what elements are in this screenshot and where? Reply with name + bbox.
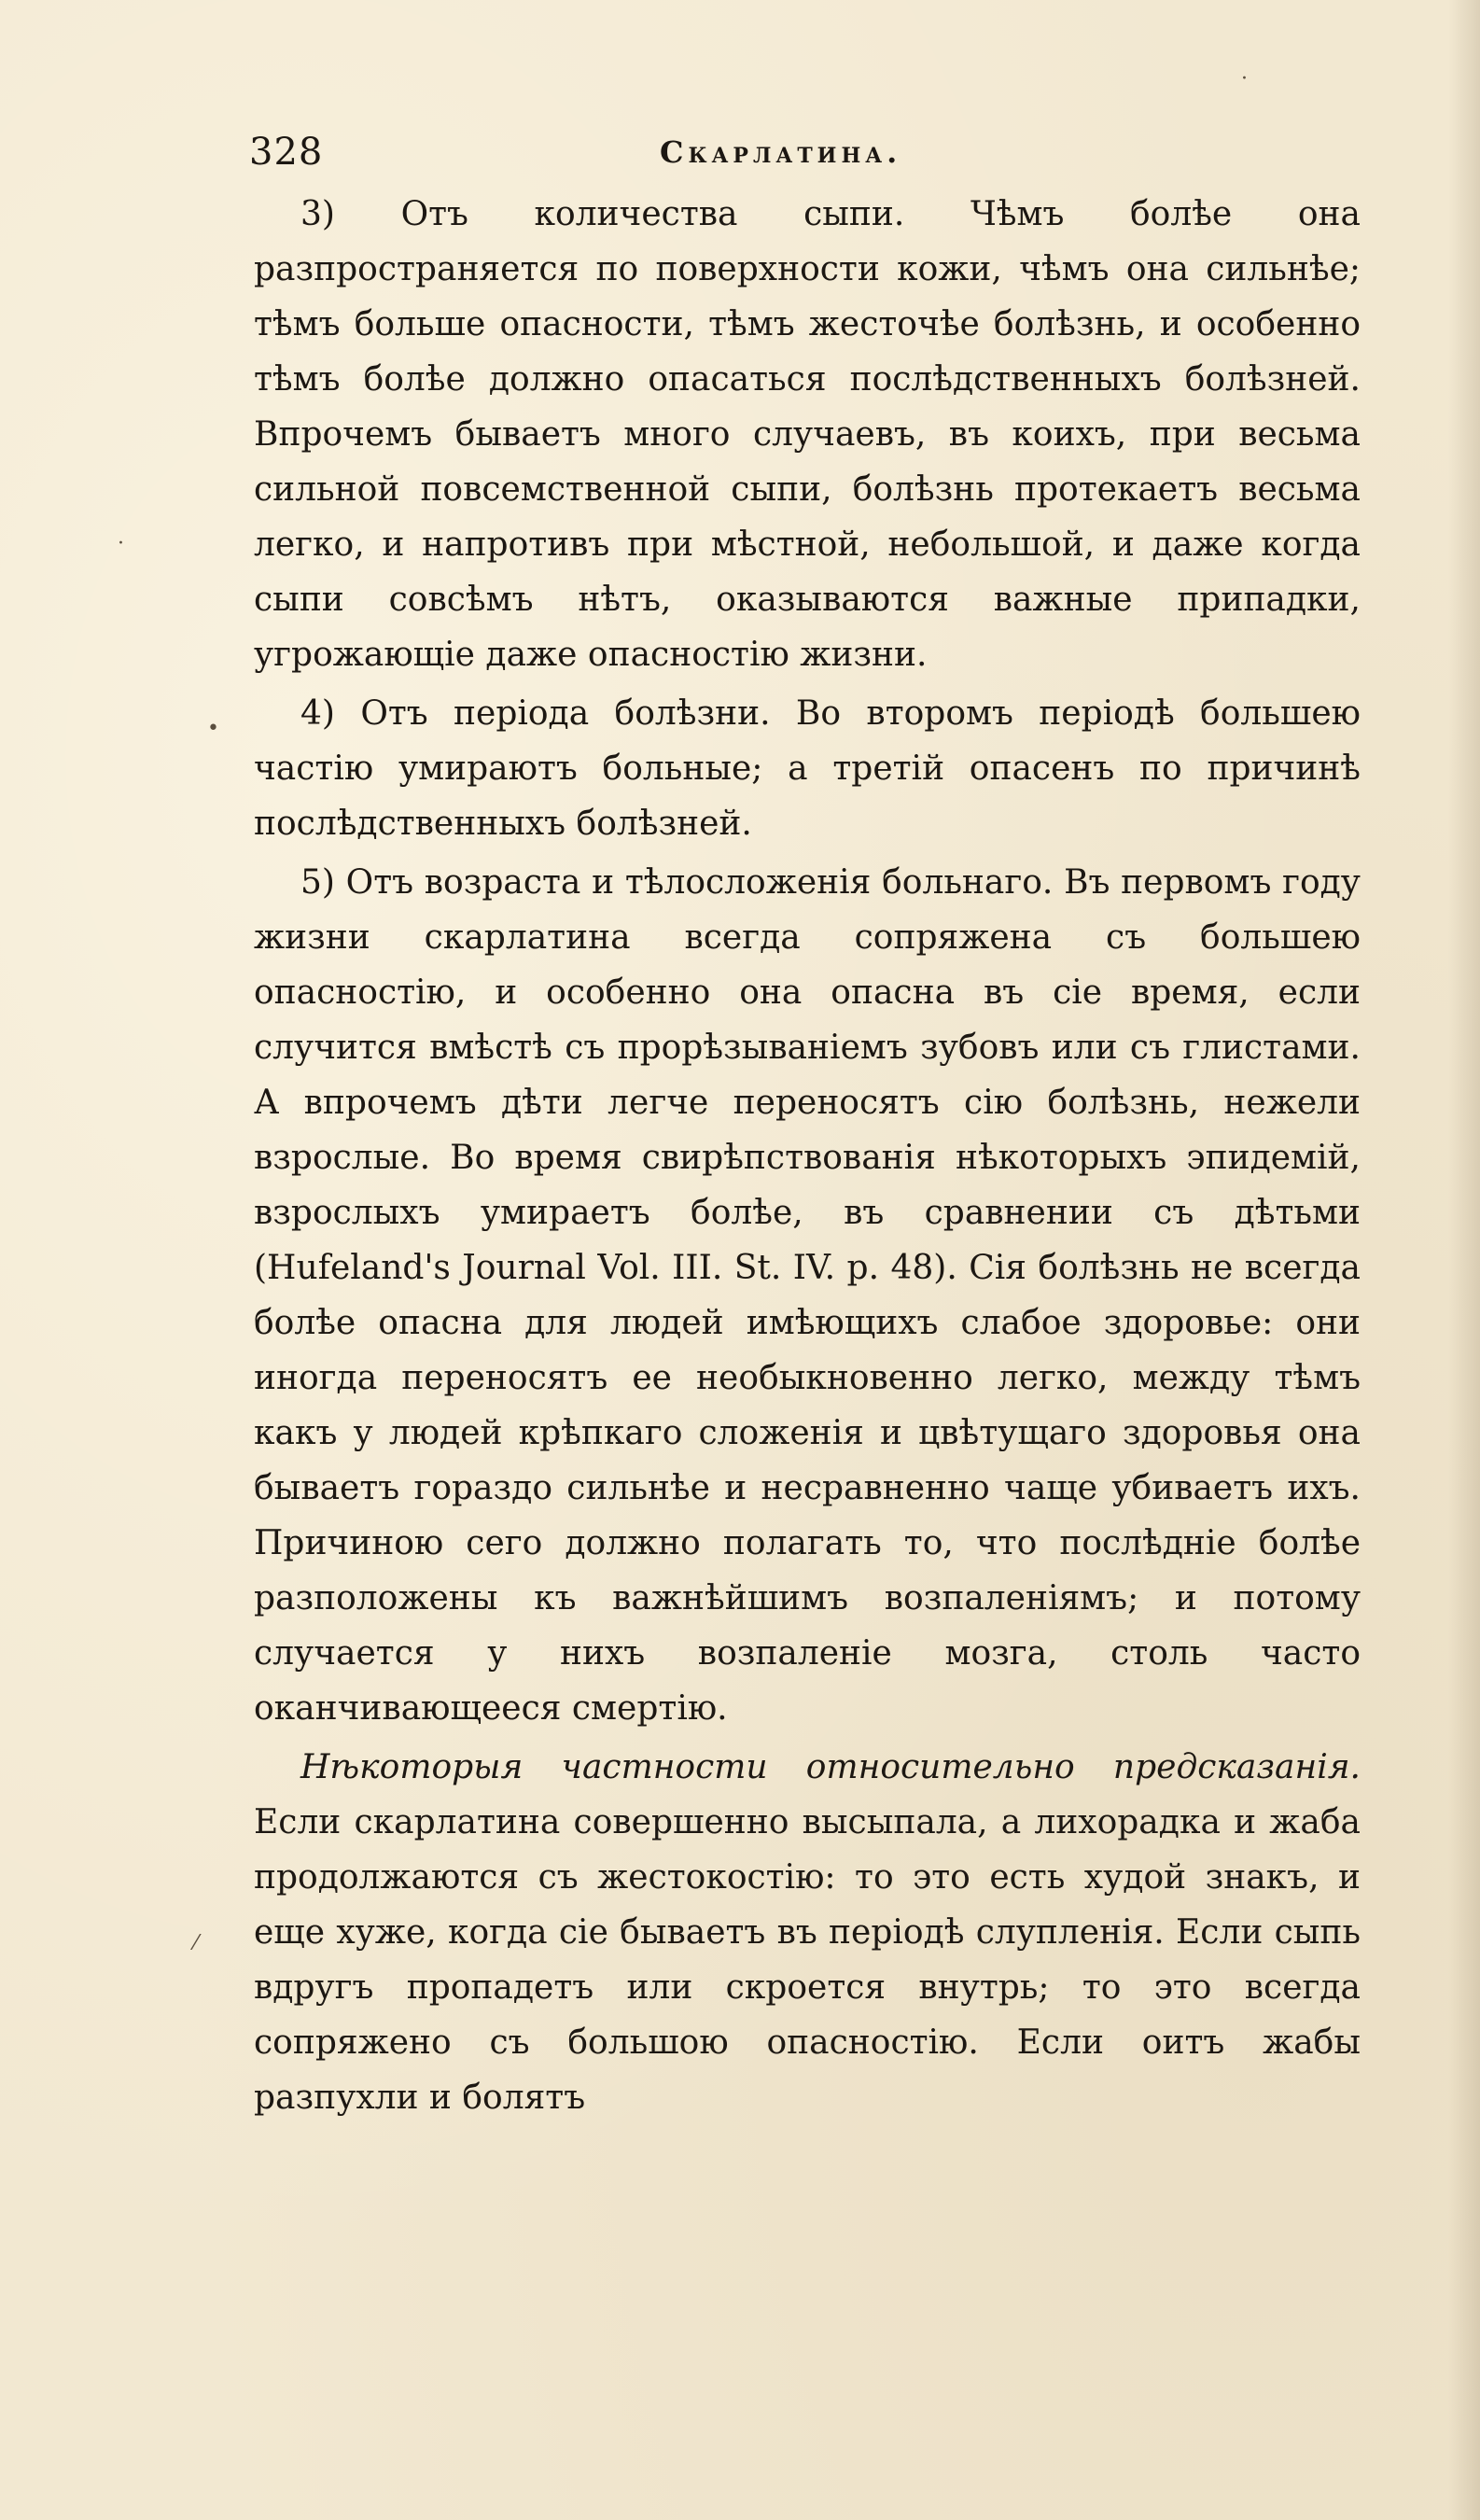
paragraph-text: Если скарлатина совершенно высыпала, а лихорадка и жаба продолжаются съ жестокостію: то это есть худой знакъ, и еще хуже, когда сіе бываетъ въ періодѣ слупленія. Если сыпь вдругъ пропадетъ или скроется внутрь; то это всегда сопряжено съ большою опасностію. Если оитъ жабы разпухли и болятъ [254, 1803, 1361, 2117]
section-heading: Нѣкоторыя частности относительно предсказанія. [300, 1748, 1361, 1786]
page-header [249, 131, 1360, 187]
ink-speck: · [118, 532, 124, 555]
ink-speck: • [207, 717, 219, 740]
paragraph-age-constitution [254, 855, 1361, 1736]
page-edge-shadow [1448, 0, 1480, 2520]
ink-speck: · [1241, 67, 1248, 91]
paragraph-disease-period [254, 686, 1361, 851]
body-text [254, 187, 1361, 2125]
paragraph-text: 4) Отъ періода болѣзни. Во второмъ періодѣ большею частію умираютъ больные; а третій опасенъ по причинѣ послѣдственныхъ болѣзней. [254, 694, 1361, 843]
running-head: Скарлатина. [660, 134, 902, 170]
paragraph-text: 3) Отъ количества сыпи. Чѣмъ болѣе она разпространяется по поверхности кожи, чѣмъ она сильнѣе; тѣмъ больше опасности, тѣмъ жесточѣе болѣзнь, и особенно тѣмъ болѣе должно опасаться послѣдственныхъ болѣзней. Впрочемъ бываетъ много случаевъ, въ коихъ, при весьма сильной повсемственной сыпи, болѣзнь протекаетъ весьма легко, и напротивъ при мѣстной, небольшой, и даже когда сыпи совсѣмъ нѣтъ, оказываются важные припадки, угрожающіе даже опасностію жизни. [254, 195, 1361, 674]
paragraph-prognosis-details [254, 1740, 1361, 2125]
ink-speck: ⁄ [194, 1932, 198, 1955]
page-number: 328 [249, 131, 324, 174]
paragraph-text: 5) Отъ возраста и тѣлосложенія больнаго. Въ первомъ году жизни скарлатина всегда сопряжена съ большею опасностію, и особенно она опасна въ сіе время, если случится вмѣстѣ съ прорѣзываніемъ зубовъ или съ глистами. А впрочемъ дѣти легче переносятъ сію болѣзнь, нежели взрослые. Во время свирѣпствованія нѣкоторыхъ эпидемій, взрослыхъ умираетъ болѣе, въ сравнении съ дѣтьми (Hufeland's Journal Vol. III. St. IV. p. 48). Сія болѣзнь не всегда болѣе опасна для людей имѣющихъ слабое здоровье: они иногда переносятъ ее необыкновенно легко, между тѣмъ какъ у людей крѣпкаго сложенія и цвѣтущаго здоровья она бываетъ гораздо сильнѣе и несравненно чаще убиваетъ ихъ. Причиною сего должно полагать то, что послѣдніе болѣе разположены къ важнѣйшимъ возпаленіямъ; и потому случается у нихъ возпаленіе мозга, столь часто оканчивающееся смертію. [254, 863, 1361, 1728]
paragraph-quantity-of-rash [254, 187, 1361, 682]
